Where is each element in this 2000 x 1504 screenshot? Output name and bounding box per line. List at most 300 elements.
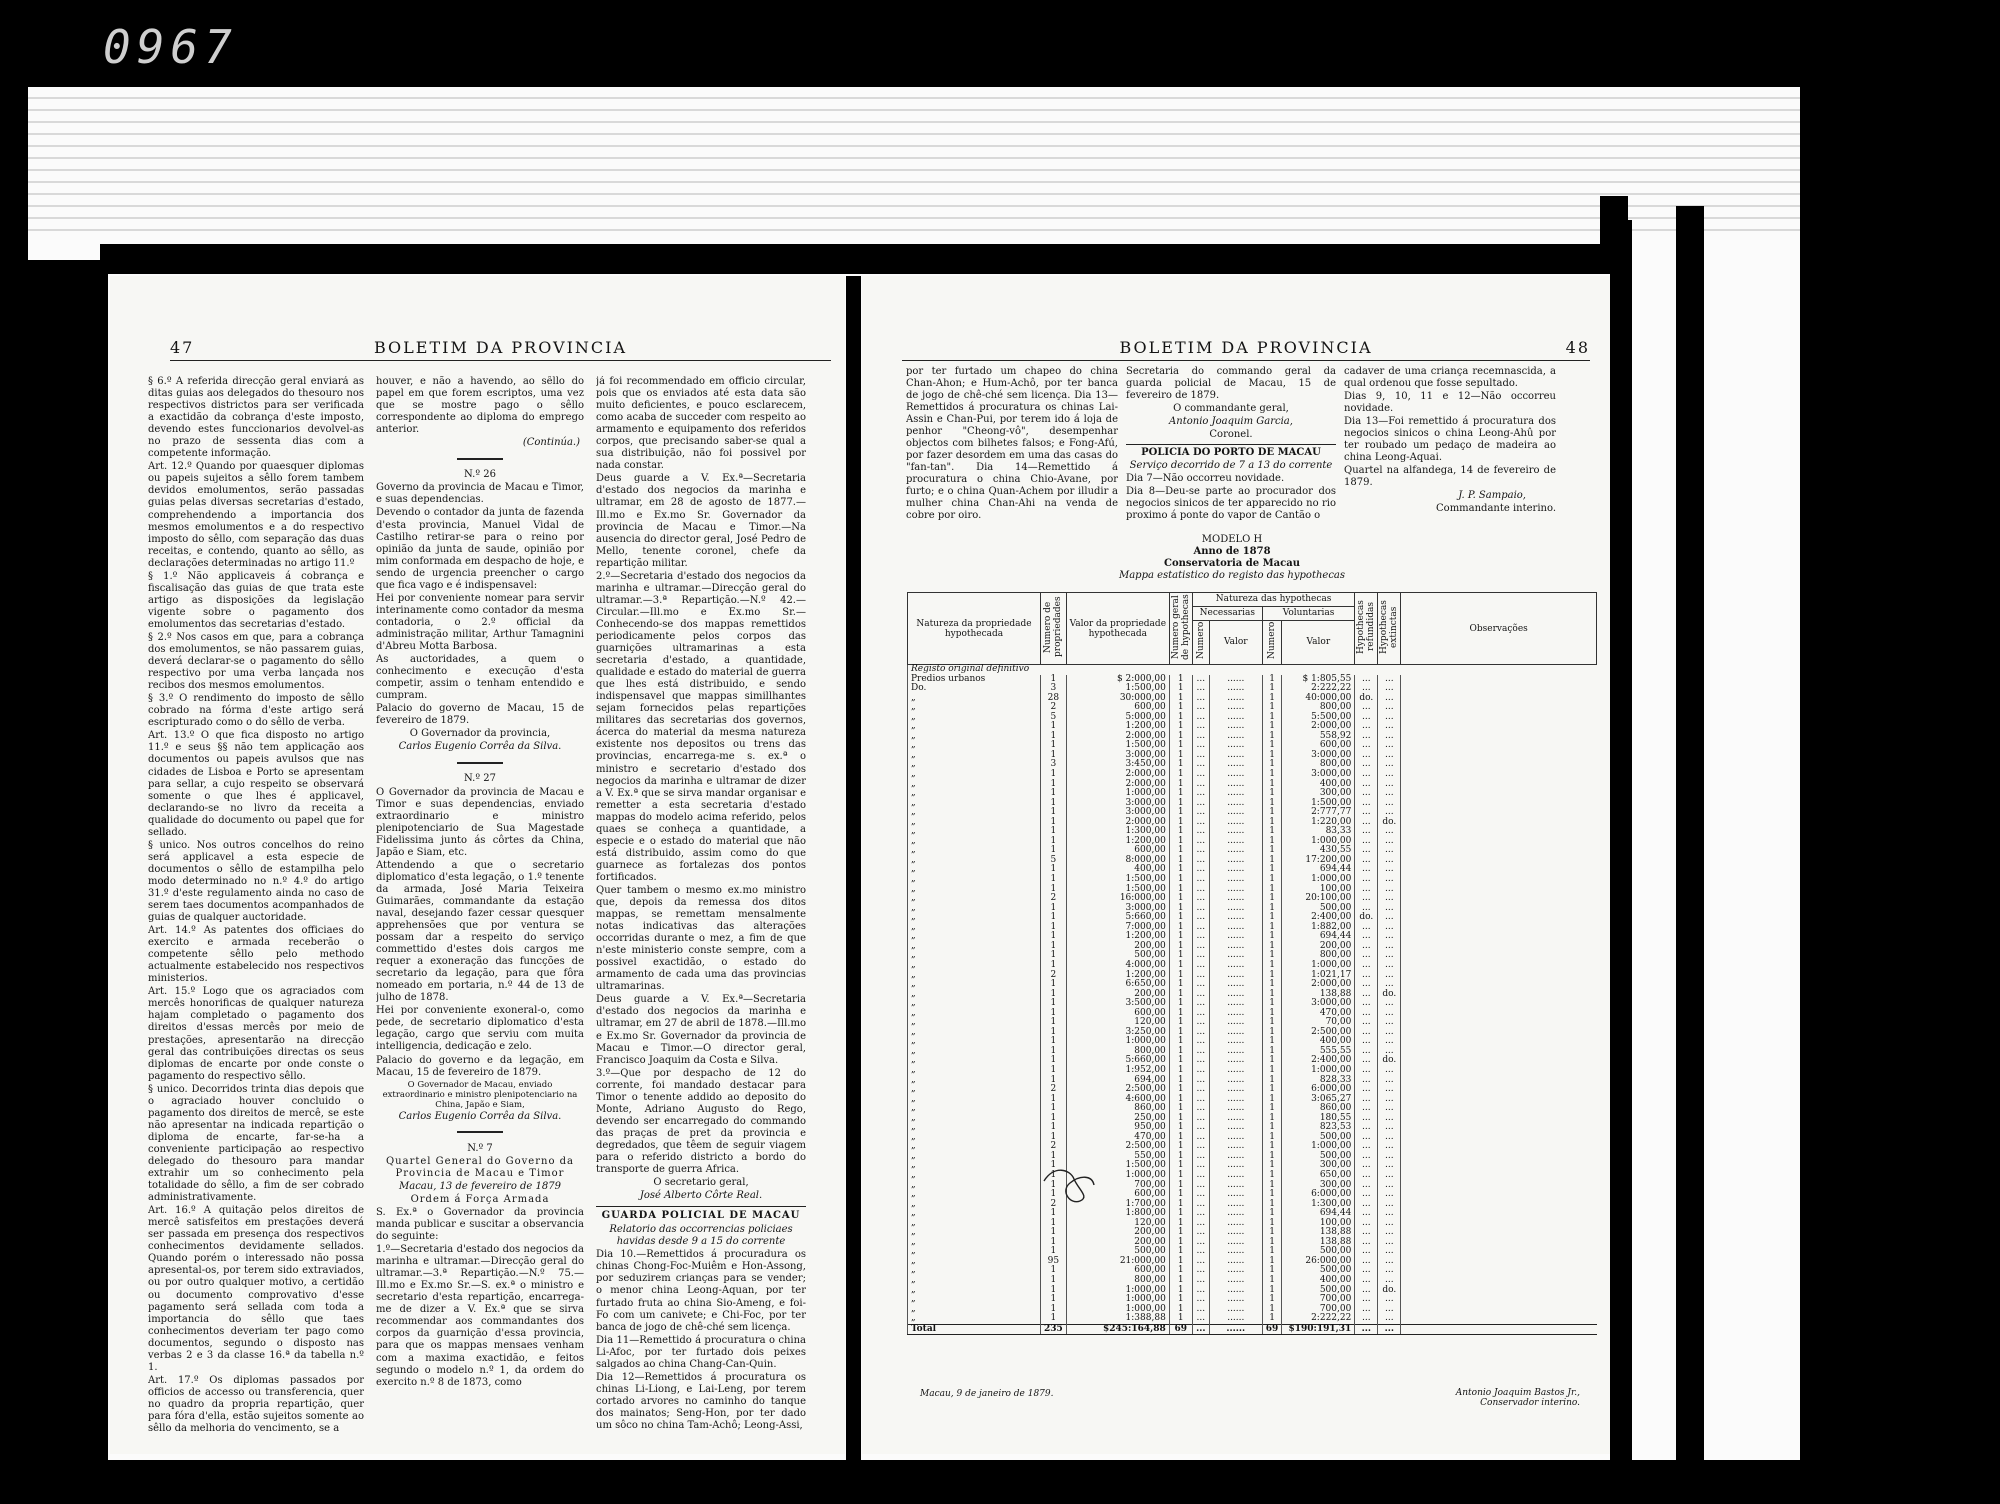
table-cell: 1 (1169, 1133, 1192, 1143)
table-footer-signature (1456, 1388, 1580, 1408)
table-cell: 1 (1041, 1123, 1067, 1133)
table-cell: ...... (1209, 722, 1262, 732)
table-row (908, 980, 1597, 990)
table-cell: 1 (1262, 713, 1282, 723)
table-cell-observacoes (1401, 1104, 1597, 1114)
table-cell: ... (1355, 1181, 1378, 1191)
table-cell: ... (1355, 713, 1378, 723)
table-cell: ... (1378, 951, 1401, 961)
table-cell-observacoes (1401, 770, 1597, 780)
table-cell: ... (1355, 990, 1378, 1000)
table-cell: „ (908, 923, 1041, 933)
table-cell: ... (1355, 923, 1378, 933)
header-valor: Valor (1282, 620, 1355, 665)
table-cell: 1 (1262, 780, 1282, 790)
table-cell: ...... (1209, 684, 1262, 694)
signature-name: J. P. Sampaio, (1458, 490, 1526, 501)
table-cell: 1 (1041, 1266, 1067, 1276)
table-cell: do. (1378, 990, 1401, 1000)
table-cell-observacoes (1401, 942, 1597, 952)
table-cell-observacoes (1401, 875, 1597, 885)
table-cell: 2:222,22 (1282, 1314, 1355, 1324)
table-cell: 1:800,00 (1066, 1209, 1169, 1219)
table-cell: 1 (1041, 751, 1067, 761)
frame-bar-right-3 (1800, 87, 1822, 1504)
date-line: Macau, 13 de fevereiro de 1879 (399, 1180, 561, 1192)
table-cell: ... (1355, 1114, 1378, 1124)
right-column-1 (906, 366, 1118, 523)
signature-name: Carlos Eugenio Corrêa da Silva. (398, 741, 562, 753)
table-cell: 800,00 (1282, 760, 1355, 770)
table-cell: ... (1378, 1238, 1401, 1248)
table-cell: ... (1355, 1161, 1378, 1171)
order-number-27: N.º 27 (464, 773, 496, 785)
table-cell: 1 (1169, 1181, 1192, 1191)
table-cell-observacoes (1401, 1314, 1597, 1324)
table-cell: 235 (1041, 1324, 1067, 1335)
table-cell: 1 (1041, 990, 1067, 1000)
table-cell: ... (1378, 923, 1401, 933)
table-cell: 1 (1041, 1305, 1067, 1315)
table-cell: 1:500,00 (1066, 1161, 1169, 1171)
table-cell: 1 (1262, 999, 1282, 1009)
table-cell-observacoes (1401, 799, 1597, 809)
table-cell: ... (1378, 1324, 1401, 1335)
paragraph: Secretaria do commando geral da guarda policial de Macau, 15 de fevereiro de 1879. (1126, 366, 1336, 401)
signature-name: José Alberto Côrte Real. (639, 1190, 763, 1202)
table-cell: ... (1192, 1181, 1209, 1191)
table-cell: 1:000,00 (1066, 1171, 1169, 1181)
table-cell: ... (1192, 961, 1209, 971)
table-cell: 1 (1041, 1095, 1067, 1105)
table-cell: 400,00 (1282, 1276, 1355, 1286)
table-cell: ... (1378, 1295, 1401, 1305)
table-cell: ... (1192, 990, 1209, 1000)
table-cell: 1 (1041, 732, 1067, 742)
table-cell: 1 (1041, 1314, 1067, 1324)
table-cell: 1 (1041, 1190, 1067, 1200)
table-cell: ...... (1209, 1037, 1262, 1047)
table-cell: ... (1355, 1295, 1378, 1305)
ornament-divider (376, 453, 584, 465)
table-cell: 1 (1041, 1295, 1067, 1305)
table-cell: 1 (1262, 1152, 1282, 1162)
table-cell: 800,00 (1066, 1047, 1169, 1057)
table-cell: 1 (1262, 865, 1282, 875)
table-cell-observacoes (1401, 971, 1597, 981)
table-row (908, 923, 1597, 933)
table-cell: 2:000,00 (1066, 732, 1169, 742)
table-cell: 1:500,00 (1066, 684, 1169, 694)
table-cell: ... (1192, 732, 1209, 742)
table-row (908, 1056, 1597, 1066)
table-cell: ... (1378, 760, 1401, 770)
table-cell: ... (1378, 875, 1401, 885)
table-cell: 1:200,00 (1066, 932, 1169, 942)
table-cell: 1 (1262, 1266, 1282, 1276)
table-cell: ...... (1209, 1028, 1262, 1038)
paragraph: § 3.º O rendimento do imposto de sêllo cobrado na fórma d'este artigo será escripturado como o do sêllo de verba. (148, 693, 364, 729)
table-row (908, 904, 1597, 914)
table-cell: ...... (1209, 799, 1262, 809)
table-cell: 1 (1041, 1114, 1067, 1124)
table-cell: 1 (1169, 684, 1192, 694)
table-cell-observacoes (1401, 1257, 1597, 1267)
table-cell: 1 (1169, 1142, 1192, 1152)
table-row (908, 1209, 1597, 1219)
table-row (908, 932, 1597, 942)
table-cell: ... (1355, 846, 1378, 856)
table-cell: 2:000,00 (1066, 770, 1169, 780)
table-cell: 2 (1041, 1200, 1067, 1210)
table-cell: ... (1192, 1095, 1209, 1105)
table-cell: 1 (1169, 1200, 1192, 1210)
table-cell: 1 (1041, 942, 1067, 952)
table-row (908, 961, 1597, 971)
table-cell: 1 (1262, 1200, 1282, 1210)
table-cell: 1 (1169, 999, 1192, 1009)
table-cell: 1:000,00 (1066, 1295, 1169, 1305)
paragraph: Dia 11—Remettido á procuratura o china Li-Afoc, por ter furtado dois peixes salgados ao china Chang-Can-Quin. (596, 1334, 806, 1370)
table-cell: ... (1192, 1247, 1209, 1257)
table-cell: ... (1192, 904, 1209, 914)
table-cell: ...... (1209, 837, 1262, 847)
table-cell: „ (908, 1161, 1041, 1171)
table-cell: 1 (1262, 951, 1282, 961)
table-cell: ...... (1209, 1018, 1262, 1028)
table-cell: 1:200,00 (1066, 722, 1169, 732)
table-cell: ... (1378, 942, 1401, 952)
table-cell-observacoes (1401, 1037, 1597, 1047)
paragraph: S. Ex.ª o Governador da provincia manda publicar e suscitar a observancia do seguinte: (376, 1206, 584, 1243)
table-cell: 1 (1262, 971, 1282, 981)
table-row (908, 885, 1597, 895)
paragraph: Dia 7—Não occorreu novidade. (1126, 473, 1285, 484)
table-cell: 1 (1041, 913, 1067, 923)
table-cell: 1 (1262, 1171, 1282, 1181)
table-cell: ... (1378, 694, 1401, 704)
table-cell: „ (908, 932, 1041, 942)
table-cell: 1:000,00 (1066, 1305, 1169, 1315)
table-row (908, 780, 1597, 790)
table-cell: 500,00 (1066, 1247, 1169, 1257)
table-cell-observacoes (1401, 1324, 1597, 1335)
table-cell: 1 (1262, 1114, 1282, 1124)
table-cell: 83,33 (1282, 827, 1355, 837)
table-cell: 1:000,00 (1282, 875, 1355, 885)
table-cell: 8:000,00 (1066, 856, 1169, 866)
table-cell: „ (908, 846, 1041, 856)
table-cell: 1 (1262, 1142, 1282, 1152)
table-cell-observacoes (1401, 1200, 1597, 1210)
table-cell: 1:000,00 (1282, 1142, 1355, 1152)
header-numero: Numero (1267, 621, 1278, 659)
signature-name: Antonio Joaquim Garcia, (1169, 416, 1293, 427)
table-cell: ... (1192, 1028, 1209, 1038)
table-cell: 470,00 (1282, 1009, 1355, 1019)
table-cell-observacoes (1401, 932, 1597, 942)
table-cell: ...... (1209, 1085, 1262, 1095)
table-cell: „ (908, 1123, 1041, 1133)
table-cell: „ (908, 799, 1041, 809)
table-cell: 800,00 (1282, 703, 1355, 713)
table-cell: ... (1378, 846, 1401, 856)
table-cell: ... (1355, 1190, 1378, 1200)
table-cell: „ (908, 1085, 1041, 1095)
table-cell: 28 (1041, 694, 1067, 704)
table-cell: „ (908, 1209, 1041, 1219)
table-cell: 1 (1041, 932, 1067, 942)
table-row (908, 1095, 1597, 1105)
header-natureza-propriedade: Natureza da propriedade hypothecada (908, 593, 1041, 665)
table-cell: „ (908, 827, 1041, 837)
table-cell-observacoes (1401, 780, 1597, 790)
table-cell: 1:000,00 (1282, 961, 1355, 971)
table-cell: ... (1355, 1104, 1378, 1114)
table-cell: 1 (1169, 951, 1192, 961)
table-row (908, 1257, 1597, 1267)
table-cell-observacoes (1401, 694, 1597, 704)
table-cell: 1 (1041, 999, 1067, 1009)
table-cell: do. (1378, 1286, 1401, 1296)
table-cell: 138,88 (1282, 990, 1355, 1000)
table-cell: „ (908, 1104, 1041, 1114)
table-cell: ... (1378, 865, 1401, 875)
table-cell-observacoes (1401, 1276, 1597, 1286)
table-row (908, 1152, 1597, 1162)
table-cell: 1 (1041, 827, 1067, 837)
table-cell: 2:400,00 (1282, 1056, 1355, 1066)
paragraph: Art. 14.º As patentes dos officiaes do exercito e armada receberão o competente sêllo pelo methodo actualmente estabelecido nos respectivos ministerios. (148, 925, 364, 985)
table-total-row (908, 1324, 1597, 1335)
table-cell: 69 (1262, 1324, 1282, 1335)
table-cell: ... (1192, 722, 1209, 732)
table-cell: ... (1378, 1266, 1401, 1276)
table-cell: ...... (1209, 885, 1262, 895)
table-cell: ... (1192, 1209, 1209, 1219)
table-cell: ... (1378, 1171, 1401, 1181)
table-cell: 1 (1169, 1056, 1192, 1066)
table-cell: ... (1378, 1305, 1401, 1315)
table-cell: ... (1378, 675, 1401, 685)
table-row (908, 808, 1597, 818)
table-cell: ... (1355, 1171, 1378, 1181)
table-cell: 5:660,00 (1066, 1056, 1169, 1066)
paragraph: cadaver de uma criança recemnascida, a qual ordenou que fosse sepultado. (1344, 366, 1556, 389)
table-row (908, 971, 1597, 981)
table-cell: 1 (1169, 1114, 1192, 1124)
table-cell: „ (908, 1200, 1041, 1210)
table-cell: ... (1378, 932, 1401, 942)
table-cell: 1 (1041, 789, 1067, 799)
frame-bar-right-4 (1820, 0, 2000, 1504)
table-cell: 1:200,00 (1066, 837, 1169, 847)
table-row (908, 1276, 1597, 1286)
table-cell: 1:000,00 (1282, 1066, 1355, 1076)
header-natureza-hypothecas: Natureza das hypothecas (1192, 593, 1355, 607)
table-cell: 2:777,77 (1282, 808, 1355, 818)
table-cell: 70,00 (1282, 1018, 1355, 1028)
table-cell: ...... (1209, 1305, 1262, 1315)
table-cell: 700,00 (1282, 1305, 1355, 1315)
table-row (908, 894, 1597, 904)
table-cell: 1 (1262, 913, 1282, 923)
table-cell: ... (1378, 1133, 1401, 1143)
table-cell: „ (908, 894, 1041, 904)
table-cell: 1 (1262, 1009, 1282, 1019)
table-cell: 1 (1041, 1228, 1067, 1238)
table-cell: 1 (1262, 923, 1282, 933)
table-cell: 400,00 (1066, 865, 1169, 875)
section-subheading: Relatorio das occorrencias policiaes havidas desde 9 a 15 do corrente (609, 1224, 793, 1248)
table-cell: ... (1355, 904, 1378, 914)
table-cell-observacoes (1401, 1238, 1597, 1248)
table-cell: 5 (1041, 713, 1067, 723)
table-row (908, 770, 1597, 780)
table-cell: ...... (1209, 818, 1262, 828)
table-cell: 1 (1262, 1238, 1282, 1248)
paragraph: Governo da provincia de Macau e Timor, e suas dependencias. (376, 482, 584, 506)
paragraph: Devendo o contador da junta de fazenda d'esta provincia, Manuel Vidal de Castilho retirar-se para o reino por opinião da junta de saude, opinião por mim conformada em despacho de hoje, e sendo de urgencia preencher o cargo que fica vago e é indispensavel: (376, 507, 584, 591)
table-cell: 1 (1169, 722, 1192, 732)
table-cell: ... (1378, 713, 1401, 723)
table-cell: Total (908, 1324, 1041, 1335)
table-cell: ... (1192, 1018, 1209, 1028)
table-cell: 1 (1262, 846, 1282, 856)
table-cell: 1 (1262, 1276, 1282, 1286)
paragraph: Dia 8—Deu-se parte ao procurador dos negocios sinicos de ter apparecido no rio proximo á ponte do vapor de Cantão o (1126, 486, 1336, 521)
table-cell: 1 (1262, 1190, 1282, 1200)
table-cell: ...... (1209, 846, 1262, 856)
table-cell: „ (908, 1066, 1041, 1076)
table-cell-observacoes (1401, 789, 1597, 799)
table-cell: 69 (1169, 1324, 1192, 1335)
paragraph: Art. 17.º Os diplomas passados por officios de accesso ou transferencia, quer no quadro da propria repartição, quer para fóra d'ella, estão sujeitos somente ao sêllo da melhoria do vencimento, se a (148, 1374, 364, 1435)
table-cell: 558,92 (1282, 732, 1355, 742)
table-cell: 823,53 (1282, 1123, 1355, 1133)
header-valor: Valor (1209, 620, 1262, 665)
table-cell: ... (1192, 1266, 1209, 1276)
table-cell: ... (1192, 932, 1209, 942)
table-row (908, 1219, 1597, 1229)
signature-title: Conservador interino. (1480, 1398, 1580, 1408)
order-number-26: N.º 26 (464, 469, 496, 481)
table-cell-observacoes (1401, 1266, 1597, 1276)
table-cell: 1 (1041, 1047, 1067, 1057)
table-cell: 500,00 (1066, 951, 1169, 961)
table-cell: ...... (1209, 1228, 1262, 1238)
table-cell: 1 (1262, 856, 1282, 866)
table-cell: ... (1192, 1295, 1209, 1305)
table-cell: ... (1378, 799, 1401, 809)
table-cell: ... (1355, 1056, 1378, 1066)
table-cell: 5:500,00 (1282, 713, 1355, 723)
left-page-number: 47 (170, 338, 195, 357)
table-cell: ... (1355, 837, 1378, 847)
table-row (908, 1104, 1597, 1114)
table-cell: 1 (1169, 1257, 1192, 1267)
table-cell: „ (908, 1152, 1041, 1162)
table-cell: ... (1355, 799, 1378, 809)
table-cell: ... (1192, 999, 1209, 1009)
table-cell: 1 (1041, 923, 1067, 933)
table-cell: ... (1378, 1076, 1401, 1086)
page-gutter (846, 276, 861, 1460)
table-cell: „ (908, 875, 1041, 885)
table-cell: ...... (1209, 1247, 1262, 1257)
table-row (908, 1295, 1597, 1305)
table-cell: ...... (1209, 1266, 1262, 1276)
table-cell: „ (908, 1305, 1041, 1315)
table-cell: 1 (1169, 760, 1192, 770)
table-cell: 200,00 (1066, 990, 1169, 1000)
table-cell: „ (908, 1028, 1041, 1038)
table-cell: „ (908, 1219, 1041, 1229)
table-cell: 650,00 (1282, 1171, 1355, 1181)
table-cell: 1 (1262, 694, 1282, 704)
table-cell: 1 (1262, 799, 1282, 809)
right-column-2 (1126, 366, 1336, 523)
table-cell: 1 (1262, 942, 1282, 952)
table-row (908, 1133, 1597, 1143)
table-cell-observacoes (1401, 827, 1597, 837)
table-cell: $ 2:000,00 (1066, 675, 1169, 685)
table-cell: 1 (1041, 1066, 1067, 1076)
table-cell: 1 (1169, 932, 1192, 942)
table-row (908, 1314, 1597, 1324)
table-row (908, 1028, 1597, 1038)
table-cell: ... (1192, 818, 1209, 828)
table-cell: ... (1378, 684, 1401, 694)
signature-rank: Coronel. (1209, 429, 1253, 440)
table-cell: ...... (1209, 913, 1262, 923)
table-cell-observacoes (1401, 1028, 1597, 1038)
table-cell: ... (1355, 1047, 1378, 1057)
table-cell: „ (908, 951, 1041, 961)
table-cell: 1 (1169, 1085, 1192, 1095)
table-cell: $ 1:805,55 (1282, 675, 1355, 685)
right-page (862, 276, 1610, 1454)
table-row (908, 1238, 1597, 1248)
table-row (908, 856, 1597, 866)
table-cell: ...... (1209, 1286, 1262, 1296)
table-cell: ...... (1209, 1200, 1262, 1210)
table-row (908, 713, 1597, 723)
table-cell: „ (908, 1018, 1041, 1028)
table-cell: ... (1378, 1009, 1401, 1019)
table-cell: ... (1378, 980, 1401, 990)
table-cell: ...... (1209, 1066, 1262, 1076)
table-cell: 2 (1041, 1085, 1067, 1095)
table-cell: ... (1355, 1066, 1378, 1076)
table-cell: 2:000,00 (1282, 722, 1355, 732)
table-cell: „ (908, 1314, 1041, 1324)
table-cell: 1 (1169, 904, 1192, 914)
table-cell: 21:000,00 (1066, 1257, 1169, 1267)
table-cell: ... (1192, 1076, 1209, 1086)
table-cell: 2:000,00 (1066, 818, 1169, 828)
table-cell: ... (1192, 1228, 1209, 1238)
table-cell: ...... (1209, 770, 1262, 780)
frame-bar-bottom (28, 1460, 1818, 1504)
table-cell: ... (1192, 694, 1209, 704)
table-cell: 1 (1262, 1076, 1282, 1086)
table-cell: 1 (1169, 1152, 1192, 1162)
table-cell: 2:500,00 (1282, 1028, 1355, 1038)
table-cell: 430,55 (1282, 846, 1355, 856)
header-voluntarias: Voluntarias (1262, 606, 1355, 620)
table-cell: ...... (1209, 1171, 1262, 1181)
